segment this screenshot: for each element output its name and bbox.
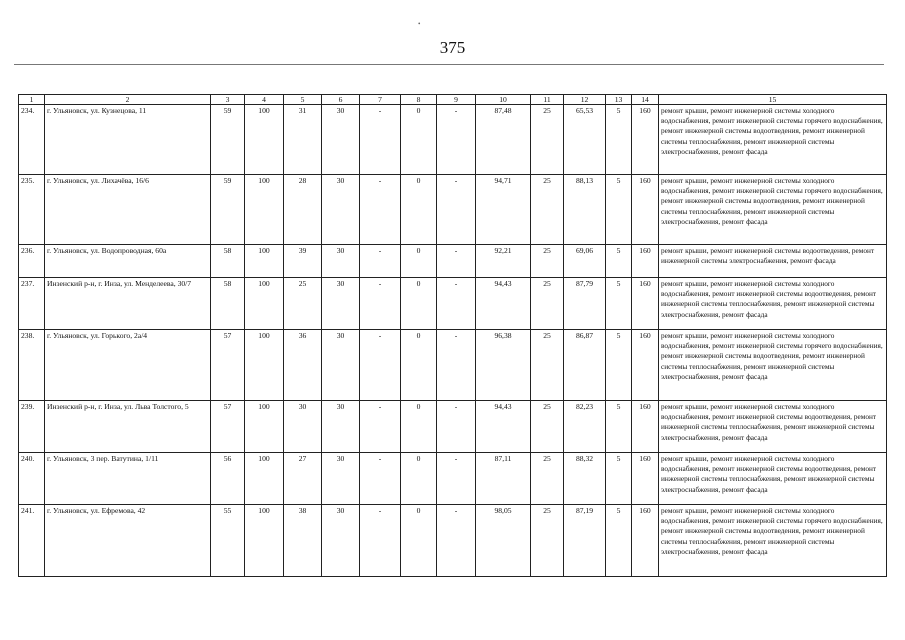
header-cell: 11	[531, 95, 564, 105]
value-cell: 87,48	[476, 105, 531, 175]
value-cell: 94,71	[476, 175, 531, 245]
header-cell: 12	[564, 95, 606, 105]
value-cell: 5	[606, 453, 632, 505]
value-cell: -	[437, 330, 476, 401]
value-cell: 88,32	[564, 453, 606, 505]
value-cell: 0	[401, 245, 437, 278]
value-cell: 57	[211, 330, 245, 401]
value-cell: 30	[322, 505, 360, 577]
address-cell: г. Ульяновск, ул. Лихачёва, 16/6	[45, 175, 211, 245]
address-cell: г. Ульяновск, ул. Кузнецова, 11	[45, 105, 211, 175]
value-cell: -	[437, 278, 476, 330]
header-cell: 5	[284, 95, 322, 105]
value-cell: 30	[322, 278, 360, 330]
value-cell: 57	[211, 401, 245, 453]
value-cell: 25	[531, 245, 564, 278]
value-cell: 160	[632, 401, 659, 453]
value-cell: -	[360, 453, 401, 505]
value-cell: 30	[284, 401, 322, 453]
top-rule	[14, 64, 884, 65]
table-row	[19, 105, 887, 175]
table-row	[19, 401, 887, 453]
address-cell: Инзенский р-н, г. Инза, ул. Льва Толстого, 5	[45, 401, 211, 453]
value-cell: 87,79	[564, 278, 606, 330]
value-cell: 0	[401, 453, 437, 505]
value-cell: 25	[531, 505, 564, 577]
header-cell: 1	[19, 95, 45, 105]
value-cell: 160	[632, 505, 659, 577]
header-row	[19, 95, 887, 105]
value-cell: -	[360, 401, 401, 453]
value-cell: 5	[606, 245, 632, 278]
value-cell: 160	[632, 278, 659, 330]
value-cell: 0	[401, 505, 437, 577]
address-cell: Инзенский р-н, г. Инза, ул. Менделеева, 30/7	[45, 278, 211, 330]
value-cell: 96,38	[476, 330, 531, 401]
row-number: 240.	[19, 453, 45, 505]
value-cell: 87,11	[476, 453, 531, 505]
value-cell: 27	[284, 453, 322, 505]
value-cell: -	[437, 453, 476, 505]
value-cell: 100	[245, 401, 284, 453]
value-cell: 94,43	[476, 401, 531, 453]
row-number: 235.	[19, 175, 45, 245]
value-cell: 160	[632, 245, 659, 278]
value-cell: 100	[245, 245, 284, 278]
value-cell: 82,23	[564, 401, 606, 453]
value-cell: 25	[531, 453, 564, 505]
value-cell: 94,43	[476, 278, 531, 330]
value-cell: 39	[284, 245, 322, 278]
table-row	[19, 278, 887, 330]
value-cell: -	[360, 245, 401, 278]
value-cell: -	[437, 401, 476, 453]
works-cell: ремонт крыши, ремонт инженерной системы холодного водоснабжения, ремонт инженерной системы горячего водоснабжения, ремонт инженерной системы водоотведения, ремонт инженерной системы теплоснабжения, ремонт инженерной системы электроснабжения, ремонт фасада	[659, 175, 887, 245]
value-cell: 86,87	[564, 330, 606, 401]
value-cell: 100	[245, 105, 284, 175]
value-cell: 160	[632, 175, 659, 245]
value-cell: 30	[322, 175, 360, 245]
value-cell: 5	[606, 401, 632, 453]
value-cell: 30	[322, 245, 360, 278]
row-number: 236.	[19, 245, 45, 278]
row-number: 241.	[19, 505, 45, 577]
value-cell: 100	[245, 330, 284, 401]
value-cell: -	[437, 505, 476, 577]
value-cell: 0	[401, 105, 437, 175]
header-cell: 4	[245, 95, 284, 105]
value-cell: 0	[401, 278, 437, 330]
header-cell: 6	[322, 95, 360, 105]
value-cell: 88,13	[564, 175, 606, 245]
value-cell: -	[437, 105, 476, 175]
value-cell: 100	[245, 505, 284, 577]
table-row	[19, 330, 887, 401]
value-cell: 25	[531, 401, 564, 453]
works-cell: ремонт крыши, ремонт инженерной системы водоотведения, ремонт инженерной системы электроснабжения, ремонт фасада	[659, 245, 887, 278]
value-cell: 59	[211, 105, 245, 175]
row-number: 237.	[19, 278, 45, 330]
header-cell: 13	[606, 95, 632, 105]
value-cell: -	[360, 278, 401, 330]
works-cell: ремонт крыши, ремонт инженерной системы холодного водоснабжения, ремонт инженерной системы горячего водоснабжения, ремонт инженерной системы водоотведения, ремонт инженерной системы теплоснабжения, ремонт инженерной системы электроснабжения, ремонт фасада	[659, 105, 887, 175]
value-cell: 100	[245, 453, 284, 505]
row-number: 239.	[19, 401, 45, 453]
address-cell: г. Ульяновск, ул. Водопроводная, 60а	[45, 245, 211, 278]
value-cell: 160	[632, 453, 659, 505]
value-cell: 25	[531, 330, 564, 401]
header-cell: 10	[476, 95, 531, 105]
value-cell: 5	[606, 278, 632, 330]
value-cell: -	[360, 105, 401, 175]
header-cell: 9	[437, 95, 476, 105]
row-number: 234.	[19, 105, 45, 175]
address-cell: г. Ульяновск, ул. Горького, 2а/4	[45, 330, 211, 401]
value-cell: -	[437, 245, 476, 278]
value-cell: 92,21	[476, 245, 531, 278]
value-cell: 0	[401, 175, 437, 245]
value-cell: 25	[531, 105, 564, 175]
header-cell: 15	[659, 95, 887, 105]
value-cell: -	[360, 330, 401, 401]
value-cell: 160	[632, 105, 659, 175]
works-cell: ремонт крыши, ремонт инженерной системы холодного водоснабжения, ремонт инженерной системы горячего водоснабжения, ремонт инженерной системы водоотведения, ремонт инженерной системы теплоснабжения, ремонт инженерной системы электроснабжения, ремонт фасада	[659, 330, 887, 401]
value-cell: 5	[606, 105, 632, 175]
table-row	[19, 245, 887, 278]
value-cell: 100	[245, 278, 284, 330]
table-row	[19, 175, 887, 245]
row-number: 238.	[19, 330, 45, 401]
value-cell: 160	[632, 330, 659, 401]
value-cell: 58	[211, 278, 245, 330]
value-cell: 65,53	[564, 105, 606, 175]
value-cell: 58	[211, 245, 245, 278]
scan-dot-mark: •	[418, 20, 421, 28]
works-cell: ремонт крыши, ремонт инженерной системы холодного водоснабжения, ремонт инженерной системы водоотведения, ремонт инженерной системы теплоснабжения, ремонт инженерной системы электроснабжения, ремонт фасада	[659, 453, 887, 505]
value-cell: 30	[322, 453, 360, 505]
header-cell: 7	[360, 95, 401, 105]
value-cell: 98,05	[476, 505, 531, 577]
header-cell: 8	[401, 95, 437, 105]
value-cell: 55	[211, 505, 245, 577]
value-cell: 5	[606, 330, 632, 401]
value-cell: 69,06	[564, 245, 606, 278]
register-table	[18, 94, 887, 577]
value-cell: 28	[284, 175, 322, 245]
header-cell: 14	[632, 95, 659, 105]
value-cell: -	[360, 175, 401, 245]
value-cell: 59	[211, 175, 245, 245]
value-cell: 0	[401, 330, 437, 401]
value-cell: 5	[606, 175, 632, 245]
value-cell: 31	[284, 105, 322, 175]
value-cell: 5	[606, 505, 632, 577]
value-cell: 36	[284, 330, 322, 401]
page-number: 375	[439, 38, 466, 57]
table-row	[19, 505, 887, 577]
value-cell: 38	[284, 505, 322, 577]
value-cell: -	[437, 175, 476, 245]
header-cell: 3	[211, 95, 245, 105]
works-cell: ремонт крыши, ремонт инженерной системы холодного водоснабжения, ремонт инженерной системы водоотведения, ремонт инженерной системы теплоснабжения, ремонт инженерной системы электроснабжения, ремонт фасада	[659, 401, 887, 453]
value-cell: 30	[322, 330, 360, 401]
value-cell: 25	[531, 175, 564, 245]
value-cell: 30	[322, 401, 360, 453]
value-cell: 100	[245, 175, 284, 245]
address-cell: г. Ульяновск, ул. Ефремова, 42	[45, 505, 211, 577]
works-cell: ремонт крыши, ремонт инженерной системы холодного водоснабжения, ремонт инженерной системы водоотведения, ремонт инженерной системы теплоснабжения, ремонт инженерной системы электроснабжения, ремонт фасада	[659, 278, 887, 330]
works-cell: ремонт крыши, ремонт инженерной системы холодного водоснабжения, ремонт инженерной системы горячего водоснабжения, ремонт инженерной системы водоотведения, ремонт инженерной системы теплоснабжения, ремонт инженерной системы электроснабжения, ремонт фасада	[659, 505, 887, 577]
address-cell: г. Ульяновск, 3 пер. Ватутина, 1/11	[45, 453, 211, 505]
value-cell: 0	[401, 401, 437, 453]
value-cell: -	[360, 505, 401, 577]
header-cell: 2	[45, 95, 211, 105]
value-cell: 25	[531, 278, 564, 330]
value-cell: 87,19	[564, 505, 606, 577]
value-cell: 56	[211, 453, 245, 505]
value-cell: 25	[284, 278, 322, 330]
table-row	[19, 453, 887, 505]
value-cell: 30	[322, 105, 360, 175]
